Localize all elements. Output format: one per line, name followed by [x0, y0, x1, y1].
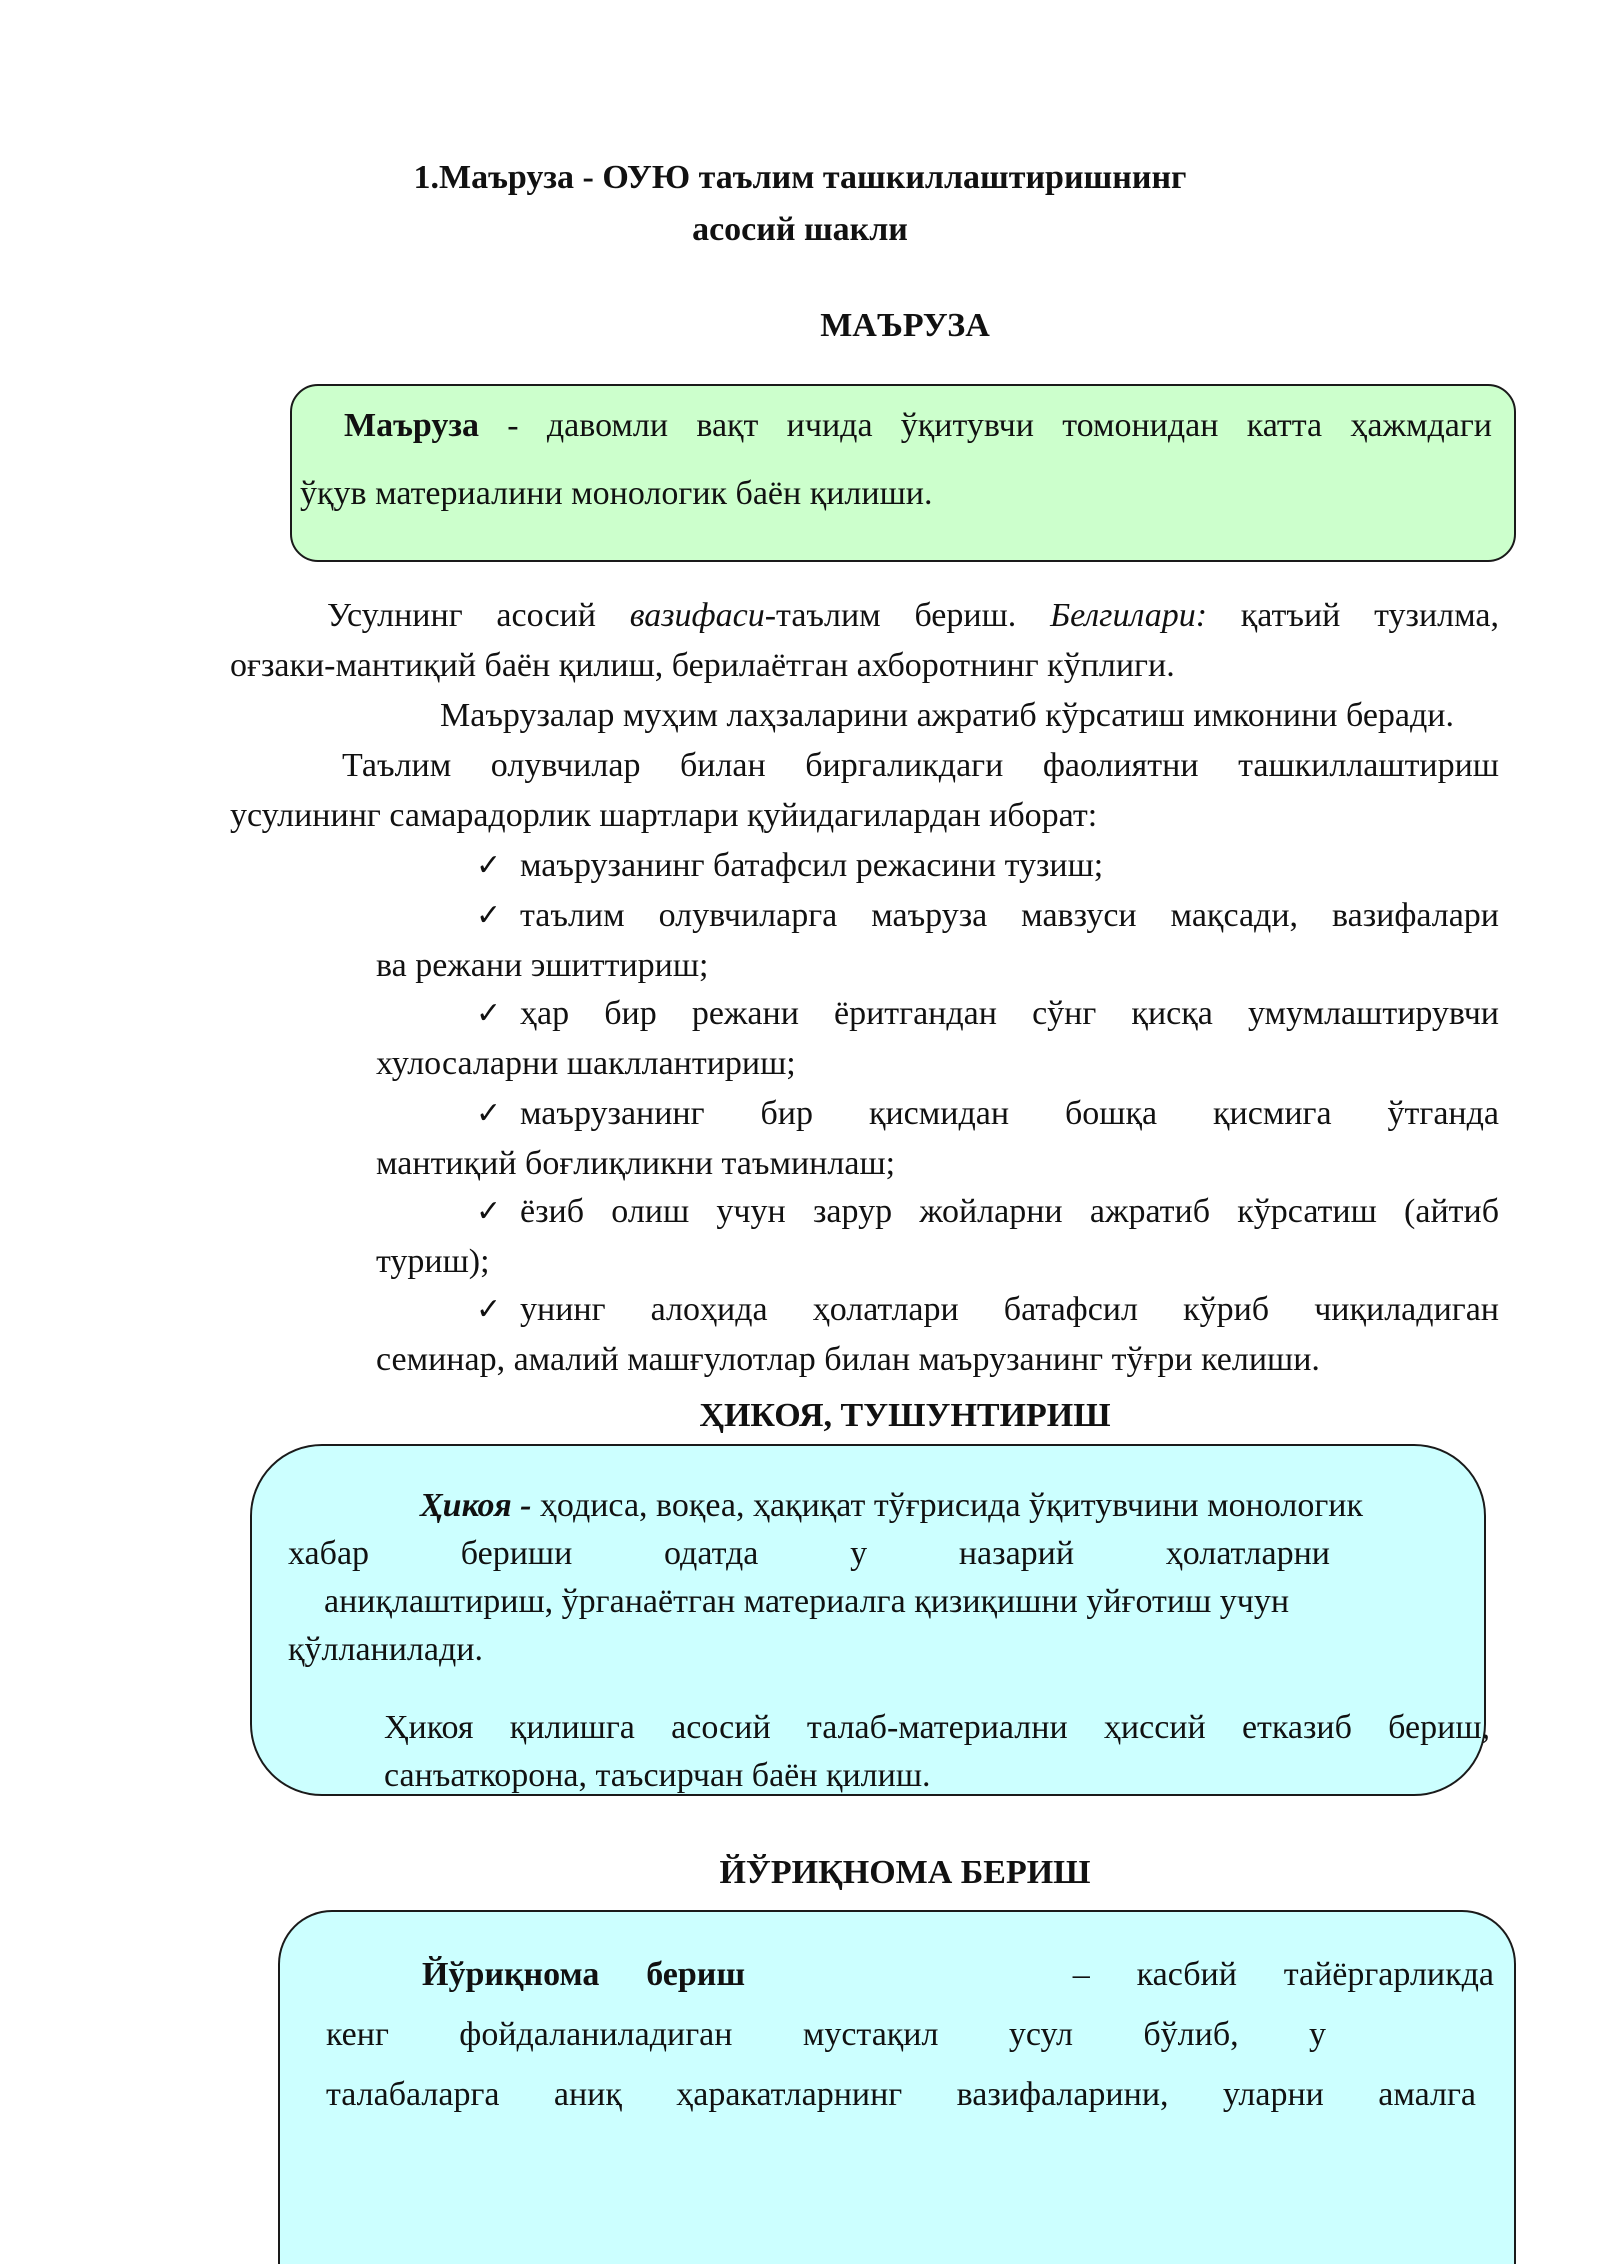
lecture-highlight-text: Маърузалар муҳим лаҳзаларини ажратиб кўрсатиш имконини беради.	[440, 697, 1455, 734]
title-line-1: 1.Маъруза - ОУЮ таълим ташкиллаштиришнинг	[413, 159, 1187, 196]
story-heading: ҲИКОЯ, ТУШУНТИРИШ	[699, 1397, 1111, 1434]
check-icon: ✓	[476, 898, 502, 933]
story-line-3: аниқлаштириш, ўрганаётган материалга қизиқишни уйғотиш учун	[324, 1583, 1290, 1620]
instruction-line-2: кенг фойдаланиладиган мустақил усул бўлиб, у	[326, 2016, 1326, 2053]
lecture-definition-box	[290, 384, 1516, 562]
page-title	[0, 152, 1600, 256]
check-icon: ✓	[476, 1292, 502, 1327]
story-requirement-line-1: Ҳикоя қилишга асосий талаб-материални ҳиссий етказиб бериш,	[384, 1709, 1490, 1746]
efficiency-conditions-line-1: Таълим олувчилар билан биргаликдаги фаолиятни ташкиллаштириш	[342, 747, 1499, 784]
lecture-definition-line-2: ўқув материалини монологик баён қилиши.	[300, 475, 933, 512]
check-icon: ✓	[476, 1096, 502, 1131]
story-line-1: Ҳикоя - ҳодиса, воқеа, ҳақиқат тўғрисида ўқитувчини монологик	[420, 1487, 1363, 1524]
check-icon: ✓	[476, 1194, 502, 1229]
instruction-line-1: Йўриқнома бериш – касбий тайёргарликда	[422, 1956, 1495, 1993]
lecture-term: Маъруза	[344, 407, 480, 444]
story-box	[250, 1444, 1490, 1796]
instruction-term: Йўриқнома бериш	[422, 1956, 746, 1993]
title-line-2: асосий шакли	[692, 211, 908, 248]
lecture-heading: МАЪРУЗА	[820, 307, 990, 344]
lecture-definition-line-1: Маъруза - давомли вақт ичида ўқитувчи томонидан катта ҳажмдаги	[344, 407, 1492, 444]
story-line-2: хабар бериши одатда у назарий ҳолатларни	[288, 1535, 1330, 1572]
instruction-box	[278, 1910, 1516, 2264]
check-icon: ✓	[476, 996, 502, 1031]
story-line-4: қўлланилади.	[288, 1631, 483, 1668]
instruction-line-3: талабаларга аниқ ҳаракатларнинг вазифаларини, уларни амалга	[326, 2076, 1476, 2113]
instruction-heading: ЙЎРИҚНОМА БЕРИШ	[719, 1854, 1091, 1891]
story-term: Ҳикоя -	[420, 1487, 532, 1524]
method-task-line-1: Усулнинг асосий вазифаси-таълим бериш. Белгилари: қатъий тузилма,	[327, 597, 1500, 634]
method-task-line-2: оғзаки-мантиқий баён қилиш, берилаётган ахборотнинг кўплиги.	[230, 647, 1175, 684]
story-requirement-line-2: санъаткорона, таъсирчан баён қилиш.	[384, 1757, 931, 1794]
check-icon: ✓	[476, 848, 502, 883]
efficiency-conditions-line-2: усулининг самарадорлик шартлари қуйидагилардан иборат:	[230, 797, 1098, 834]
